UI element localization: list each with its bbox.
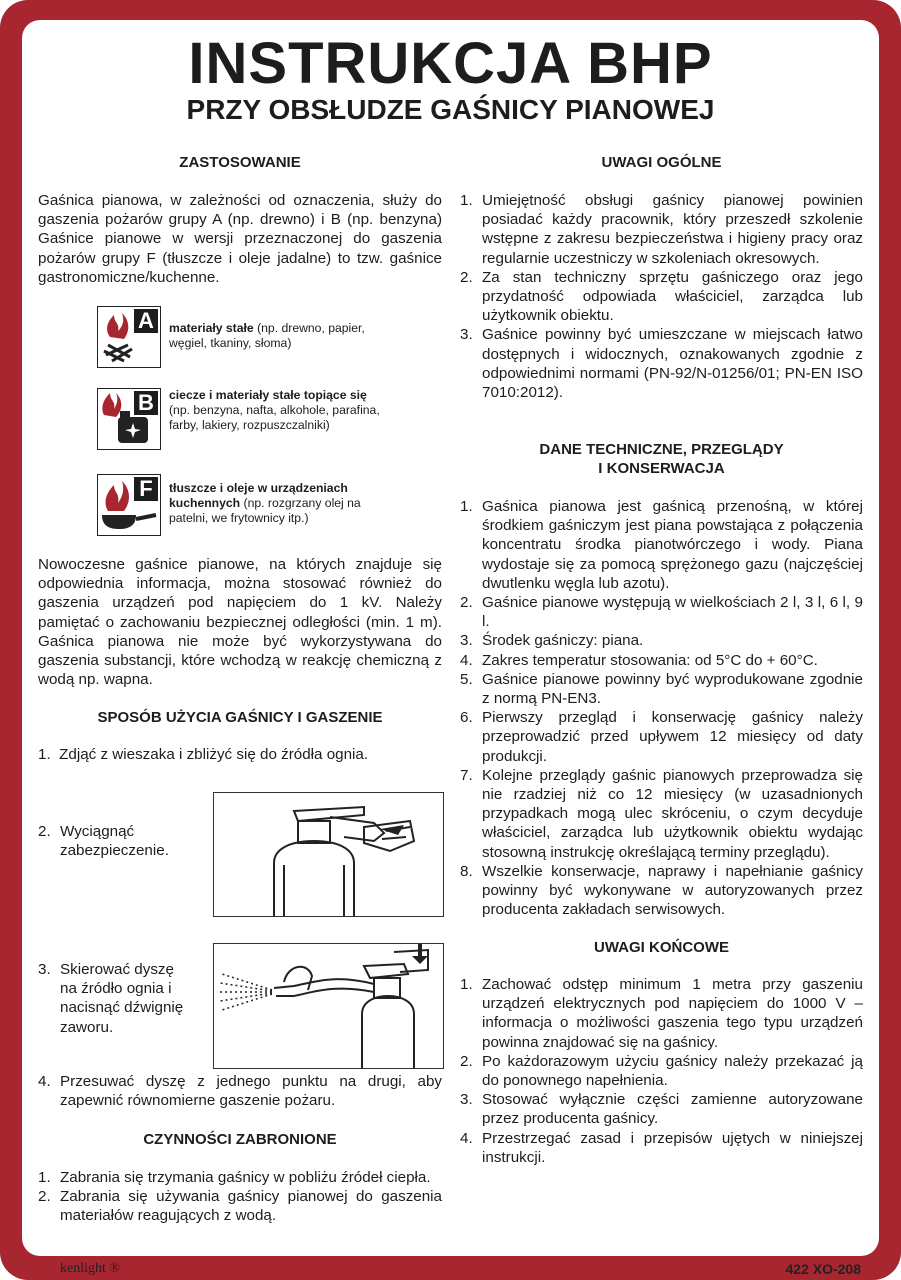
usage-step-3: 3. Skierować dyszę na źródło ognia i nacisnąć dźwignię zaworu. — [38, 961, 184, 1036]
technical-item: 6. Pierwszy przegląd i konserwację gaśnicy należy przeprowadzić przed upływem 12 miesięcy od daty produkcji. — [460, 709, 863, 765]
final-item: 1. Zachować odstęp minimum 1 metra przy gaszeniu urządzeń elektrycznych pod napięciem do 1000 V – informacja o możliwości gaszenia tego typu urządzeń powinna znajdować się na gaśnicy. — [460, 976, 863, 1051]
section-heading-final: UWAGI KOŃCOWE — [594, 939, 729, 956]
section-heading-zastosowanie: ZASTOSOWANIE — [179, 154, 301, 171]
general-item: 3. Gaśnice powinny być umieszczane w miejscach łatwo dostępnych i widocznych, oznakowanych zgodnie z odpowiednimi normami (PN-92/N-01256/01; PN-EN ISO 7010:2012). — [460, 326, 863, 402]
fire-class-b-description: ciecze i materiały stałe topiące się (np. benzyna, nafta, alkohole, parafina, farby, lakiery, rozpuszczalniki) — [169, 388, 380, 432]
final-item: 2. Po każdorazowym użyciu gaśnicy należy przekazać ją do ponownego napełnienia. — [460, 1052, 863, 1090]
fire-class-a-description: materiały stałe (np. drewno, papier, węgiel, tkaniny, słoma) — [169, 321, 365, 350]
fire-class-b-letter: B — [134, 391, 158, 415]
zastosowanie-text: Gaśnica pianowa, w zależności od oznaczenia, służy do gaszenia pożarów grupy A (np. drewno) i B (np. benzyna) Gaśnice pianowe w wersji przeznaczonej do gaszenia pożarów grupy F (tłuszcze i oleje jadalne) to tzw. gaśnice gastronomiczne/kuchenne. — [38, 192, 442, 286]
extinguisher-pin-icon — [214, 793, 443, 916]
usage-step-4: 4. Przesuwać dyszę z jednego punktu na drugi, aby zapewnić równomierne gaszenie pożaru. — [38, 1073, 442, 1110]
final-list — [460, 975, 863, 1167]
section-heading-forbidden: CZYNNOŚCI ZABRONIONE — [143, 1131, 337, 1148]
general-item: 2. Za stan techniczny sprzętu gaśniczego oraz jego przydatność odpowiada właściciel, zarządca lub użytkownik obiektu. — [460, 268, 863, 325]
forbidden-item: 1. Zabrania się trzymania gaśnicy w pobliżu źródeł ciepła. — [38, 1169, 431, 1186]
modern-extinguishers-text: Nowoczesne gaśnice pianowe, na których znajduje się odpowiednia informacja, można stosować również do gaszenia urządzeń pod napięciem do 1 kV. Należy pamiętać o zachowaniu bezpiecznej odległości (min. 1 m). Gaśnica pianowa nie może być wykorzystywana do gaszenia substancji, które wchodzą w reakcję chemiczną z wodą np. wapna. — [38, 556, 442, 689]
illustration-aim-and-press — [213, 943, 444, 1069]
fire-class-f-description: tłuszcze i oleje w urządzeniach kuchennych (np. rozgrzany olej na patelni, we frytownicy itp.) — [169, 481, 361, 525]
technical-item: 5. Gaśnice pianowe powinny być wyprodukowane zgodnie z normą PN-EN3. — [460, 670, 863, 708]
general-item: 1. Umiejętność obsługi gaśnicy pianowej powinien posiadać każdy pracownik, który przeszedł szkolenie wstępne z zakresu bezpieczeństwa i higieny pracy oraz regularnie uczestniczy w szkoleniach okresowych. — [460, 192, 863, 267]
extinguisher-spray-icon — [214, 944, 443, 1068]
footer-brand: kenlight ® — [60, 1261, 121, 1276]
page-title: INSTRUKCJA BHP — [188, 31, 713, 96]
fire-class-a-letter: A — [134, 309, 158, 333]
usage-step-1: 1. Zdjąć z wieszaka i zbliżyć się do źródła ognia. — [38, 746, 369, 763]
technical-item: 4. Zakres temperatur stosowania: od 5°C do + 60°C. — [460, 651, 818, 669]
fire-class-f-pictogram — [97, 474, 161, 536]
final-item: 3. Stosować wyłącznie części zamienne autoryzowane przez producenta gaśnicy. — [460, 1091, 863, 1128]
technical-item: 8. Wszelkie konserwacje, naprawy i napełnianie gaśnicy powinny być wykonywane w autoryzowanych przez producenta zakładach serwisowych. — [460, 862, 863, 919]
footer-code: 422 XO-208 — [785, 1261, 861, 1277]
technical-item: 2. Gaśnice pianowe występują w wielkościach 2 l, 3 l, 6 l, 9 l. — [460, 594, 863, 631]
fire-class-b-pictogram — [97, 388, 161, 450]
final-item: 4. Przestrzegać zasad i przepisów ujętych w niniejszej instrukcji. — [460, 1129, 863, 1166]
forbidden-item: 2. Zabrania się używania gaśnicy pianowej do gaszenia materiałów reagujących z wodą. — [38, 1188, 442, 1225]
page-subtitle: PRZY OBSŁUDZE GAŚNICY PIANOWEJ — [186, 94, 715, 125]
technical-list — [460, 497, 863, 919]
technical-item: 1. Gaśnica pianowa jest gaśnicą przenośną, w której środkiem gaśniczym jest piana powstająca z połączenia koncentratu środka pianotwórczego i wody. Piana wydostaje się za pomocą sprężonego gazu (najczęściej dwutlenku węgla lub azotu). — [460, 498, 863, 592]
section-heading-general: UWAGI OGÓLNE — [601, 154, 722, 171]
technical-item: 7. Kolejne przeglądy gaśnic pianowych przeprowadza się nie rzadziej niż co 12 miesięcy (w uzasadnionych przypadkach mogą ulec skróceniu, o czym decyduje właściciel, zarządca lub użytkownik obiektu wydając stosowną instrukcję określającą terminy przeglądu). — [460, 766, 863, 861]
section-heading-technical: DANE TECHNICZNE, PRZEGLĄDY I KONSERWACJA — [539, 441, 784, 477]
forbidden-list — [38, 1168, 442, 1226]
fire-class-a-pictogram — [97, 306, 161, 368]
section-heading-usage: SPOSÓB UŻYCIA GAŚNICY I GASZENIE — [97, 709, 383, 726]
fire-class-f-letter: F — [134, 477, 158, 501]
general-list — [460, 191, 863, 402]
technical-item: 3. Środek gaśniczy: piana. — [460, 632, 644, 650]
illustration-remove-safety-pin — [213, 792, 444, 917]
usage-step-2: 2. Wyciągnąć zabezpieczenie. — [38, 823, 169, 860]
